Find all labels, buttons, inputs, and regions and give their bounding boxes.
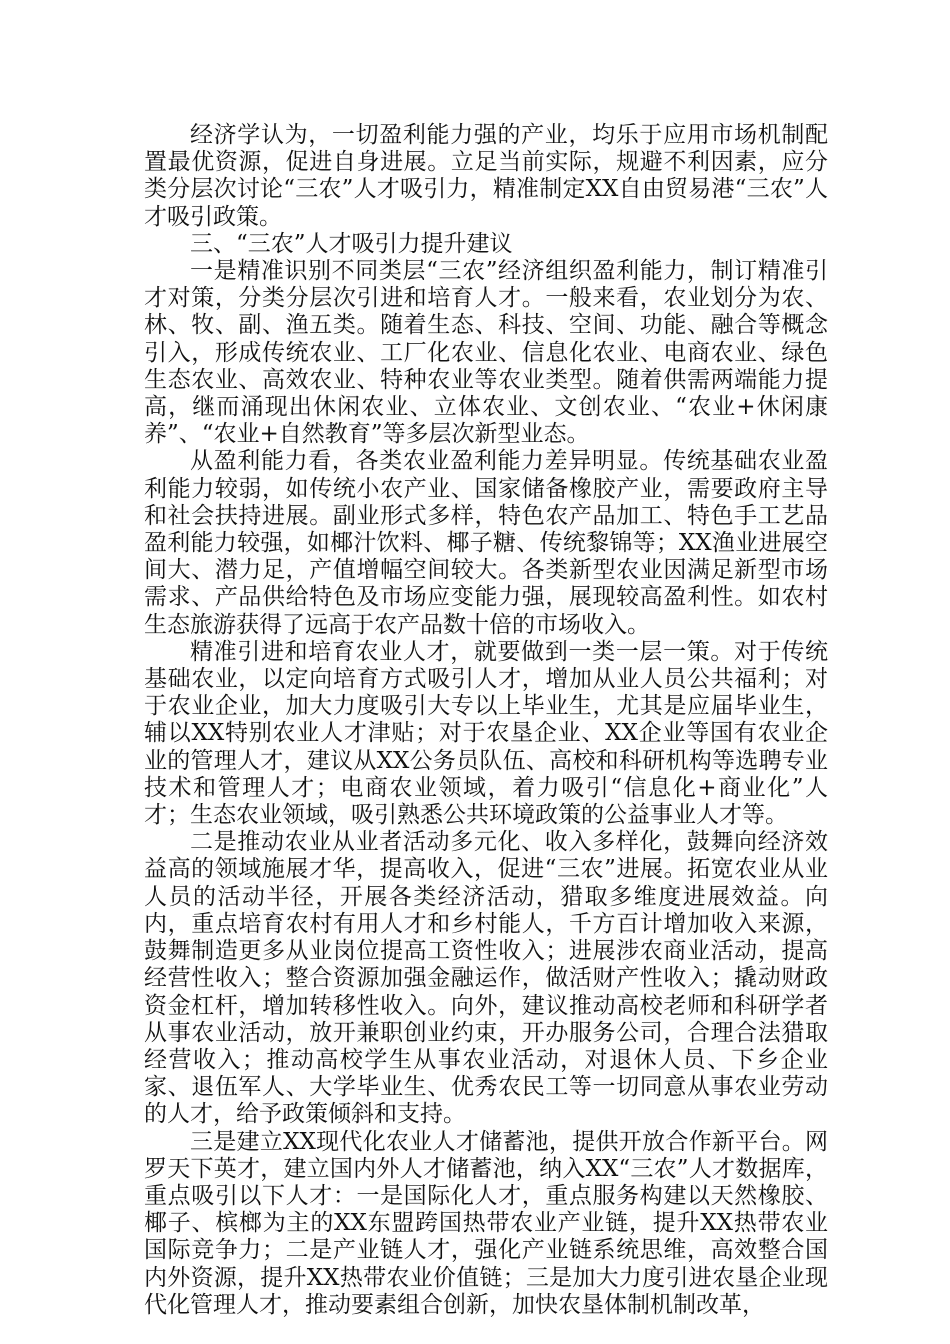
document-body bbox=[144, 122, 828, 1319]
paragraph-precise-talent: 精准引进和培育农业人才，就要做到一类一层一策。对于传统基础农业，以定向培育方式吸引人才，增加从业人员公共福利；对于农业企业，加大力度吸引大专以上毕业生，尤其是应届毕业生，辅以XX特别农业人才津贴；对于农垦企业、XX企业等国有农业企业的管理人才，建议从XX公务员队伍、高校和科研机构等选聘专业技术和管理人才；电商农业领域，着力吸引“信息化+商业化”人才；生态农业领域，吸引熟悉公共环境政策的公益事业人才等。 bbox=[144, 638, 828, 829]
paragraph-recommendation-1: 一是精准识别不同类层“三农”经济组织盈利能力，制订精准引才对策，分类分层次引进和培育人才。一般来看，农业划分为农、林、牧、副、渔五类。随着生态、科技、空间、功能、融合等概念引入，形成传统农业、工厂化农业、信息化农业、电商农业、绿色生态农业、高效农业、特种农业等农业类型。随着供需两端能力提高，继而涌现出休闲农业、立体农业、文创农业、“农业+休闲康养”、“农业+自然教育”等多层次新型业态。 bbox=[144, 258, 828, 448]
paragraph-intro: 经济学认为，一切盈利能力强的产业，均乐于应用市场机制配置最优资源，促进自身进展。立足当前实际，规避不利因素，应分类分层次讨论“三农”人才吸引力，精准制定XX自由贸易港“三农”人才吸引政策。 bbox=[144, 122, 828, 230]
paragraph-profitability: 从盈利能力看，各类农业盈利能力差异明显。传统基础农业盈利能力较弱，如传统小农产业、国家储备橡胶产业，需要政府主导和社会扶持进展。副业形式多样，特色农产品加工、特色手工艺品盈利能力较强，如椰汁饮料、椰子糖、传统黎锦等；XX渔业进展空间大、潜力足，产值增幅空间较大。各类新型农业因满足新型市场需求、产品供给特色及市场应变能力强，展现较高盈利性。如农村生态旅游获得了远高于农产品数十倍的市场收入。 bbox=[144, 448, 828, 638]
paragraph-recommendation-2: 二是推动农业从业者活动多元化、收入多样化，鼓舞向经济效益高的领域施展才华，提高收入，促进“三农”进展。拓宽农业从业人员的活动半径，开展各类经济活动，猎取多维度进展效益。向内，重点培育农村有用人才和乡村能人，千方百计增加收入来源，鼓舞制造更多从业岗位提高工资性收入；进展涉农商业活动，提高经营性收入；整合资源加强金融运作，做活财产性收入；撬动财政资金杠杆，增加转移性收入。向外，建议推动高校老师和科研学者从事农业活动，放开兼职创业约束，开办服务公司，合理合法猎取经营收入；推动高校学生从事农业活动，对退休人员、下乡企业家、退伍军人、大学毕业生、优秀农民工等一切同意从事农业劳动的人才，给予政策倾斜和支持。 bbox=[144, 829, 828, 1128]
section-heading: 三、“三农”人才吸引力提升建议 bbox=[190, 230, 513, 257]
paragraph-recommendation-3: 三是建立XX现代化农业人才储蓄池，提供开放合作新平台。网罗天下英才，建立国内外人才储蓄池，纳入XX“三农”人才数据库，重点吸引以下人才：一是国际化人才，重点服务构建以天然橡胶、椰子、槟榔为主的XX东盟跨国热带农业产业链，提升XX热带农业国际竞争力；二是产业链人才，强化产业链系统思维，高效整合国内外资源，提升XX热带农业价值链；三是加大力度引进农垦企业现代化管理人才，推动要素组合创新，加快农垦体制机制改革， bbox=[144, 1128, 828, 1318]
